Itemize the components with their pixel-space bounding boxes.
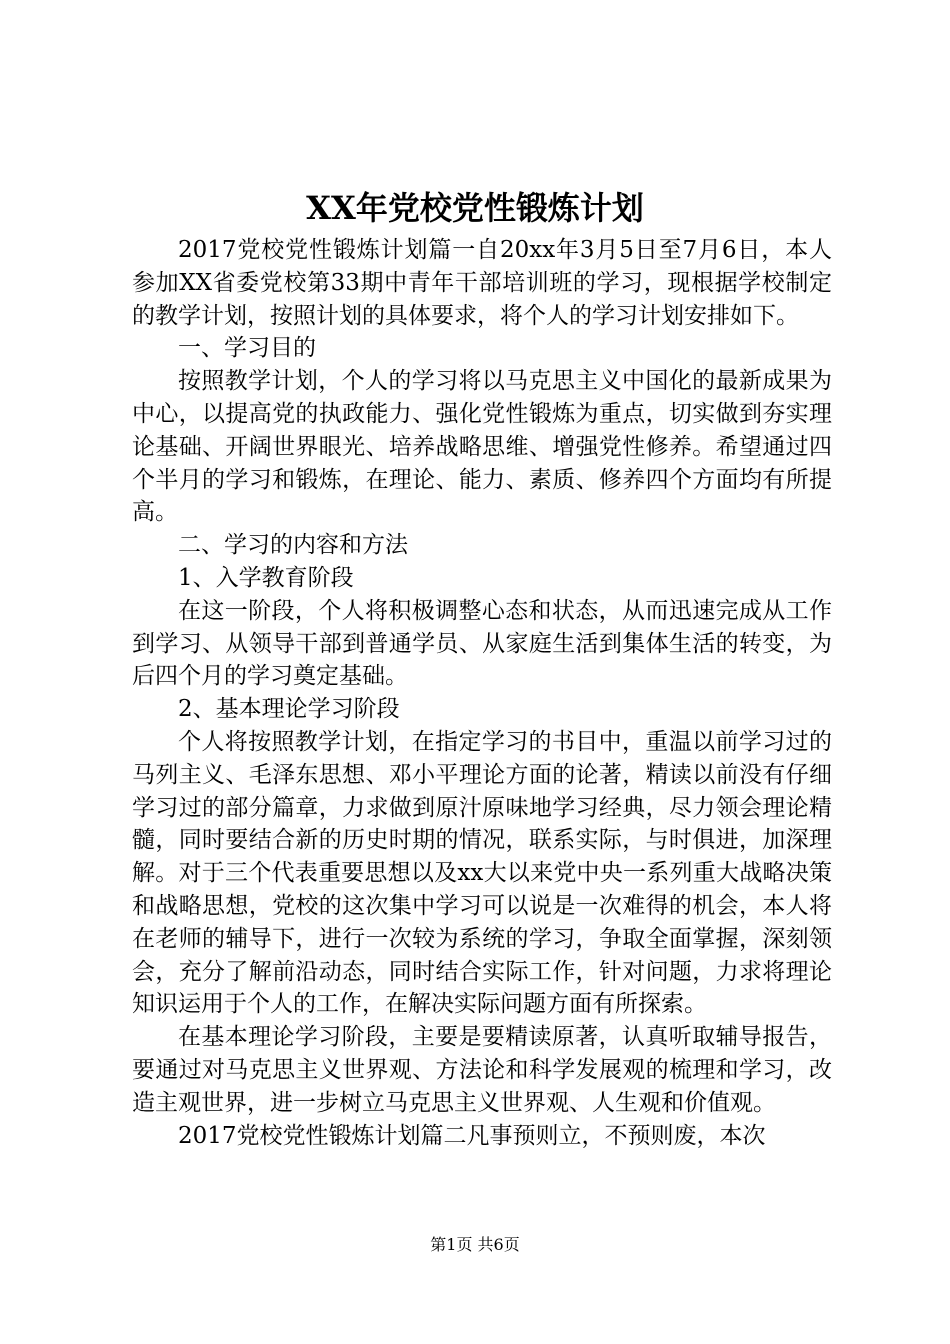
document-title: XX年党校党性锻炼计划 [306, 189, 644, 227]
paragraph-second-plan-start: 2017党校党性锻炼计划篇二凡事预则立，不预则废，本次 [178, 1122, 766, 1149]
paragraph-theory-detail: 个人将按照教学计划，在指定学习的书目中，重温以前学习过的马列主义、毛泽东思想、邓小平理论方面的论著，精读以前没有仔细学习过的部分篇章，力求做到原汁原味地学习经典，尽力领会理论精髓，同时要结合新的历史时期的情况，联系实际，与时俱进，加深理解。对于三个代表重要思想以及xx大以来党中央一系列重大战略决策和战略思想，党校的这次集中学习可以说是一次难得的机会，本人将在老师的辅导下，进行一次较为系统的学习，争取全面掌握，深刻领会，充分了解前沿动态，同时结合实际工作，针对问题，力求将理论知识运用于个人的工作，在解决实际问题方面有所探索。 [132, 728, 832, 1018]
paragraph-intro: 2017党校党性锻炼计划篇一自20xx年3月5日至7月6日，本人参加XX省委党校第33期中青年干部培训班的学习，现根据学校制定的教学计划，按照计划的具体要求，将个人的学习计划安排如下。 [132, 237, 832, 329]
paragraph-orientation: 在这一阶段，个人将积极调整心态和状态，从而迅速完成从工作到学习、从领导干部到普通学员、从家庭生活到集体生活的转变，为后四个月的学习奠定基础。 [132, 597, 832, 690]
paragraph-theory-summary: 在基本理论学习阶段，主要是要精读原著，认真听取辅导报告，要通过对马克思主义世界观、方法论和科学发展观的梳理和学习，改造主观世界，进一步树立马克思主义世界观、人生观和价值观。 [132, 1024, 832, 1116]
subsection-heading-theory: 2、基本理论学习阶段 [178, 696, 400, 723]
section-heading-purpose: 一、学习目的 [178, 335, 316, 362]
page-number-footer: 第1页 共6页 [430, 1235, 520, 1254]
document-body [132, 234, 832, 1152]
subsection-heading-orientation: 1、入学教育阶段 [178, 564, 354, 591]
section-heading-content-method: 二、学习的内容和方法 [178, 532, 408, 559]
paragraph-purpose: 按照教学计划，个人的学习将以马克思主义中国化的最新成果为中心，以提高党的执政能力、强化党性锻炼为重点，切实做到夯实理论基础、开阔世界眼光、培养战略思维、增强党性修养。希望通过四个半月的学习和锻炼，在理论、能力、素质、修养四个方面均有所提高。 [132, 368, 832, 526]
